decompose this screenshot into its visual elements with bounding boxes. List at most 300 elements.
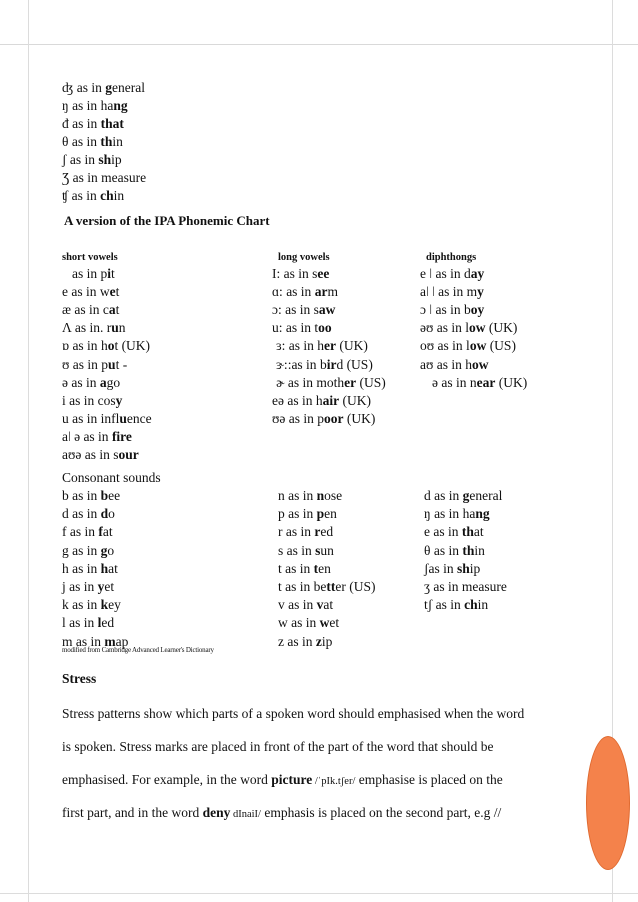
highlighted-letters: ch bbox=[464, 597, 478, 613]
word-prefix: b bbox=[319, 356, 327, 372]
word-rest: d (US) bbox=[336, 356, 373, 372]
sound-entry bbox=[278, 524, 333, 540]
sound-entry bbox=[72, 266, 115, 282]
sound-symbol: æ bbox=[62, 302, 72, 318]
word-rest: ee bbox=[108, 488, 121, 503]
sound-connector: as in bbox=[68, 284, 100, 300]
slide-top-band bbox=[0, 0, 638, 44]
sound-connector: as in bbox=[72, 633, 105, 649]
stress-paragraph-line-2: is spoken. Stress marks are placed in front of the part of the word that should be bbox=[62, 739, 494, 754]
word-rest: t bbox=[115, 284, 120, 300]
word-rest: at bbox=[473, 524, 484, 540]
highlighted-letters: ir bbox=[326, 356, 337, 372]
sound-symbol: ɑ: bbox=[272, 284, 283, 300]
sound-symbol: ʃ bbox=[62, 152, 67, 167]
sound-connector: as in bbox=[284, 506, 317, 522]
word-prefix: moth bbox=[316, 374, 345, 390]
word-rest: eneral bbox=[112, 80, 146, 95]
sound-connector: as in bbox=[280, 266, 313, 281]
highlighted-letters: ng bbox=[113, 98, 128, 113]
highlighted-letters: er bbox=[344, 374, 357, 390]
word-rest: (UK) bbox=[495, 374, 528, 390]
word-rest: in bbox=[474, 542, 485, 558]
word-prefix: r bbox=[106, 320, 112, 336]
sound-connector: as in bbox=[282, 320, 315, 336]
sound-entry bbox=[278, 561, 331, 577]
sound-entry bbox=[276, 357, 373, 373]
sound-connector: as in bbox=[434, 284, 467, 300]
sound-connector: as in bbox=[68, 134, 101, 149]
highlighted-letters: h bbox=[100, 560, 109, 576]
word-rest: et bbox=[104, 579, 115, 594]
sound-symbol: ɔ ǀ bbox=[420, 302, 433, 318]
sound-symbol: aʊə bbox=[62, 447, 82, 462]
sound-entry bbox=[62, 447, 139, 463]
word-prefix: c bbox=[102, 302, 109, 318]
sound-connector: as in bbox=[284, 488, 317, 503]
sound-entry bbox=[62, 170, 146, 186]
sound-connector: as in bbox=[69, 170, 102, 185]
sound-connector: as in bbox=[68, 506, 101, 522]
word-rest: et bbox=[329, 615, 340, 631]
sound-connector: as in bbox=[65, 579, 98, 594]
highlighted-letters: r bbox=[314, 524, 321, 540]
word-rest: t - bbox=[115, 356, 128, 372]
word-rest: ed bbox=[320, 524, 334, 540]
highlighted-letters: z bbox=[315, 633, 322, 649]
highlighted-letters: air bbox=[322, 392, 340, 408]
sound-symbol: e bbox=[62, 284, 68, 300]
word-rest: at bbox=[108, 560, 118, 576]
sound-entry bbox=[62, 429, 132, 445]
stress-line-3-text: emphasised. For example, in the word bbox=[62, 772, 272, 787]
sound-symbol: ɒ bbox=[62, 338, 70, 354]
word-rest: at bbox=[323, 597, 334, 613]
highlighted-letters: fire bbox=[111, 428, 132, 444]
sound-connector: as in bbox=[65, 392, 98, 408]
sound-symbol: ɔ: bbox=[272, 302, 282, 318]
word-rest: t (UK) bbox=[114, 338, 151, 354]
sound-symbol: s bbox=[278, 542, 284, 558]
highlighted-letters: k bbox=[100, 597, 109, 613]
sound-connector: as in. bbox=[71, 320, 107, 336]
sound-entry bbox=[62, 524, 113, 540]
sound-connector: as in bbox=[434, 338, 467, 354]
sound-entry bbox=[278, 634, 332, 650]
sound-symbol: ɚ bbox=[276, 374, 285, 390]
example-word-deny: deny bbox=[202, 805, 231, 820]
sound-connector: as in bbox=[68, 488, 101, 503]
sound-symbol: Λ bbox=[62, 320, 72, 336]
word-rest: ose bbox=[324, 488, 343, 503]
stress-paragraph-line-3 bbox=[62, 772, 503, 790]
sound-symbol: u: bbox=[272, 320, 283, 336]
highlighted-letters: m bbox=[104, 633, 116, 649]
sound-entry bbox=[272, 320, 332, 336]
stress-paragraph-line-4 bbox=[62, 805, 501, 823]
sound-entry bbox=[62, 615, 114, 631]
sound-symbol: ŋ bbox=[424, 506, 431, 522]
word-prefix: h bbox=[317, 338, 325, 354]
sound-entry bbox=[278, 597, 333, 613]
highlighted-letters: th bbox=[100, 134, 113, 149]
highlighted-letters: oor bbox=[324, 410, 344, 426]
sound-entry bbox=[424, 506, 490, 522]
sound-symbol: ʧ bbox=[62, 188, 69, 203]
sound-connector: as in bbox=[284, 633, 316, 649]
highlighted-letters: aw bbox=[318, 302, 336, 318]
sound-symbol: e ǀ bbox=[420, 266, 433, 281]
word-prefix: ha bbox=[462, 506, 476, 522]
sound-connector: as in bbox=[284, 597, 317, 613]
word-prefix: cos bbox=[97, 392, 116, 408]
word-prefix: p bbox=[101, 356, 109, 372]
orange-oval-decoration bbox=[586, 736, 630, 870]
sound-entry bbox=[62, 357, 127, 373]
highlighted-letters: our bbox=[118, 447, 139, 462]
sound-connector: as in bbox=[65, 615, 98, 631]
sound-connector: as in bbox=[68, 597, 101, 613]
sound-connector: as in bbox=[430, 579, 462, 594]
word-rest: ed bbox=[101, 615, 115, 631]
sound-connector: as in bbox=[68, 188, 101, 203]
sound-symbol: eə bbox=[272, 392, 284, 408]
word-prefix: s bbox=[113, 447, 119, 462]
sound-connector: as in bbox=[68, 560, 101, 576]
word-rest: (UK) bbox=[339, 392, 371, 408]
picture-transcription: /ˈpIk.tʃer/ bbox=[312, 776, 356, 787]
highlighted-letters: l bbox=[97, 615, 102, 631]
word-prefix: be bbox=[313, 579, 327, 594]
sound-entry bbox=[424, 488, 502, 504]
word-prefix: infl bbox=[100, 410, 120, 426]
long-vowels-heading: long vowels bbox=[278, 252, 330, 263]
sound-connector: as in bbox=[281, 560, 314, 576]
sound-symbol: u bbox=[62, 410, 69, 426]
highlighted-letters: e bbox=[109, 284, 116, 300]
word-prefix: p bbox=[100, 266, 108, 281]
word-prefix: h bbox=[315, 392, 323, 408]
word-rest: o bbox=[108, 506, 115, 522]
sound-connector: as in bbox=[80, 428, 112, 444]
sound-symbol: z bbox=[278, 633, 284, 649]
sound-connector: as in bbox=[433, 320, 466, 336]
sound-connector: as in bbox=[438, 374, 470, 390]
sound-connector: as in bbox=[428, 560, 457, 576]
word-rest: in bbox=[112, 134, 123, 149]
top-divider bbox=[0, 44, 638, 45]
sound-symbol: ɝ: bbox=[276, 356, 288, 372]
sound-entry bbox=[62, 561, 118, 577]
word-rest: m bbox=[327, 284, 338, 300]
sound-symbol: v bbox=[278, 597, 285, 613]
sound-entry bbox=[62, 338, 150, 354]
sound-symbol: b bbox=[62, 488, 69, 503]
sound-entry bbox=[424, 579, 507, 595]
highlighted-letters: y bbox=[97, 579, 105, 594]
sound-entry bbox=[62, 393, 122, 409]
word-rest: en bbox=[318, 560, 331, 576]
word-prefix: mea bbox=[101, 170, 124, 185]
sound-symbol: əʊ bbox=[420, 320, 434, 336]
word-prefix: t bbox=[314, 320, 319, 336]
highlighted-letters: ng bbox=[475, 506, 490, 522]
highlighted-letters: d bbox=[100, 506, 109, 522]
consonants-heading: Consonant sounds bbox=[62, 470, 161, 485]
sound-connector: as in bbox=[282, 524, 315, 540]
sound-entry bbox=[272, 302, 335, 318]
highlighted-letters: ow bbox=[472, 356, 489, 372]
sound-symbol: f bbox=[62, 524, 67, 540]
sound-entry bbox=[62, 80, 145, 96]
highlighted-letters: that bbox=[100, 116, 124, 131]
stress-line-4-text: first part, and in the word bbox=[62, 805, 203, 820]
sound-symbol: k bbox=[62, 597, 69, 613]
sound-symbol: Ʒ bbox=[62, 170, 70, 185]
highlighted-letters: sh bbox=[98, 152, 112, 167]
sound-symbol: d bbox=[424, 488, 431, 503]
highlighted-letters: g bbox=[100, 542, 108, 558]
sound-connector: as in bbox=[69, 338, 101, 354]
word-rest: er (US) bbox=[335, 579, 376, 594]
sound-symbol: m bbox=[62, 633, 73, 649]
highlighted-letters: o bbox=[107, 338, 115, 354]
sound-connector: :as in bbox=[287, 356, 320, 372]
word-rest: go bbox=[106, 374, 121, 390]
sound-entry bbox=[276, 338, 368, 354]
sound-connector: as in bbox=[432, 597, 465, 613]
sound-entry bbox=[62, 506, 115, 522]
sound-entry bbox=[62, 302, 119, 318]
sound-entry bbox=[276, 375, 386, 391]
stress-line-3-end: emphasise is placed on the bbox=[355, 772, 503, 787]
sound-entry bbox=[62, 116, 124, 132]
sound-symbol: ʃ bbox=[424, 560, 429, 576]
sound-entry bbox=[62, 488, 120, 504]
sound-entry bbox=[62, 543, 114, 559]
highlighted-letters: ch bbox=[100, 188, 114, 203]
sound-connector: as in bbox=[283, 392, 316, 408]
word-rest: n bbox=[118, 320, 126, 336]
sound-symbol: n bbox=[278, 488, 285, 503]
word-rest: ey bbox=[108, 597, 121, 613]
highlighted-letters: t bbox=[313, 560, 319, 576]
stress-heading: Stress bbox=[62, 671, 97, 686]
sound-entry bbox=[62, 579, 114, 595]
highlighted-letters: th bbox=[461, 524, 474, 540]
sound-connector: as in bbox=[81, 447, 114, 462]
highlighted-letters: g bbox=[462, 488, 470, 503]
diphthongs-heading: diphthongs bbox=[426, 252, 477, 263]
sound-connector: as in bbox=[281, 302, 314, 318]
sound-connector: as in bbox=[281, 579, 314, 594]
word-rest: o bbox=[107, 542, 115, 558]
word-rest: sure bbox=[484, 579, 507, 594]
sound-entry bbox=[62, 375, 120, 391]
highlighted-letters: s bbox=[315, 542, 321, 558]
sound-entry bbox=[278, 579, 376, 595]
sound-entry bbox=[420, 266, 484, 282]
highlighted-letters: er bbox=[324, 338, 337, 354]
word-rest: sure bbox=[123, 170, 147, 185]
sound-connector: as in bbox=[285, 338, 318, 354]
sound-entry bbox=[62, 152, 122, 168]
sound-symbol: t bbox=[278, 560, 282, 576]
sound-entry bbox=[420, 320, 517, 336]
sound-connector: as in bbox=[432, 266, 464, 281]
bottom-frame-border bbox=[0, 893, 638, 894]
highlighted-letters: u bbox=[108, 356, 116, 372]
word-rest: eneral bbox=[469, 488, 503, 503]
highlighted-letters: ar bbox=[314, 284, 328, 300]
highlighted-letters: p bbox=[316, 506, 325, 522]
sound-symbol: θ bbox=[62, 134, 69, 149]
highlighted-letters: oy bbox=[470, 302, 485, 318]
sound-entry bbox=[420, 284, 484, 300]
highlighted-letters: i bbox=[107, 266, 112, 281]
sound-entry bbox=[62, 411, 152, 427]
sound-symbol: ŋ bbox=[62, 98, 69, 113]
sound-entry bbox=[278, 488, 342, 504]
sound-connector: as in bbox=[285, 410, 318, 426]
source-note: modified from Cambridge Advanced Learner's Dictionary bbox=[62, 646, 214, 654]
left-frame-border bbox=[0, 0, 29, 902]
sound-symbol: g bbox=[62, 542, 69, 558]
sound-entry bbox=[424, 597, 488, 613]
sound-symbol: t bbox=[278, 579, 282, 594]
sound-entry bbox=[272, 284, 338, 300]
highlighted-letters: f bbox=[98, 524, 103, 540]
sound-connector: as in bbox=[68, 542, 101, 558]
sound-symbol: ʒ bbox=[424, 579, 430, 594]
sound-symbol: aʊ bbox=[420, 356, 434, 372]
word-rest: ence bbox=[126, 410, 152, 426]
sound-connector: as in bbox=[283, 542, 316, 558]
sound-symbol: aǀ ə bbox=[62, 428, 81, 444]
sound-symbol: ʊ bbox=[62, 356, 70, 372]
sound-entry bbox=[278, 543, 334, 559]
sound-connector: as in bbox=[284, 374, 317, 390]
word-prefix: s bbox=[312, 266, 318, 281]
sound-connector: as in bbox=[433, 356, 466, 372]
highlighted-letters: n bbox=[316, 488, 325, 503]
sound-symbol: r bbox=[278, 524, 283, 540]
word-rest: at bbox=[102, 524, 113, 540]
sound-connector: as in bbox=[282, 284, 315, 300]
highlighted-letters: ee bbox=[317, 266, 330, 281]
word-prefix: m bbox=[466, 284, 478, 300]
word-prefix: b bbox=[463, 302, 471, 318]
highlighted-letters: b bbox=[100, 488, 109, 503]
sound-entry bbox=[420, 357, 489, 373]
sound-connector: as in bbox=[72, 266, 101, 281]
sound-connector: as in bbox=[287, 615, 320, 631]
sound-symbol: d bbox=[62, 506, 69, 522]
sound-connector: as in bbox=[69, 356, 102, 372]
sound-entry bbox=[424, 561, 480, 577]
word-rest: ip bbox=[111, 152, 122, 167]
sound-entry bbox=[62, 320, 125, 336]
word-prefix: l bbox=[466, 338, 470, 354]
deny-transcription: dInaiI/ bbox=[230, 809, 261, 820]
sound-symbol: p bbox=[278, 506, 285, 522]
highlighted-letters: ow bbox=[469, 338, 487, 354]
sound-connector: as in bbox=[68, 98, 101, 113]
highlighted-letters: u bbox=[111, 320, 119, 336]
word-rest: (UK) bbox=[343, 410, 376, 426]
word-prefix: h bbox=[465, 356, 473, 372]
sound-connector: as in bbox=[430, 506, 463, 522]
sound-connector: as in bbox=[68, 410, 101, 426]
sound-entry bbox=[424, 543, 485, 559]
word-rest: ip bbox=[321, 633, 333, 649]
sound-entry bbox=[62, 134, 123, 150]
word-rest: (UK) bbox=[485, 320, 518, 336]
highlighted-letters: ay bbox=[470, 266, 485, 281]
highlighted-letters: ow bbox=[469, 320, 486, 336]
sound-connector: as in bbox=[66, 524, 99, 540]
word-prefix: ha bbox=[100, 98, 114, 113]
sound-connector: as in bbox=[430, 524, 462, 540]
sound-symbol: I: bbox=[272, 266, 281, 281]
sound-connector: as in bbox=[432, 302, 464, 318]
highlighted-letters: ear bbox=[476, 374, 496, 390]
sound-symbol: oʊ bbox=[420, 338, 435, 354]
word-rest: in bbox=[113, 188, 125, 203]
sound-connector: as in bbox=[68, 374, 100, 390]
word-prefix: mea bbox=[461, 579, 485, 594]
sound-connector: as in bbox=[66, 152, 99, 167]
example-word-picture: picture bbox=[271, 772, 313, 787]
word-rest: ip bbox=[469, 560, 481, 576]
sound-entry bbox=[424, 524, 484, 540]
sound-connector: as in bbox=[71, 302, 103, 318]
highlighted-letters: oo bbox=[318, 320, 332, 336]
sound-symbol: i bbox=[62, 392, 66, 408]
sound-entry bbox=[432, 375, 527, 391]
sound-connector: as in bbox=[430, 542, 463, 558]
sound-symbol: tʃ bbox=[424, 597, 433, 613]
highlighted-letters: v bbox=[316, 597, 324, 613]
word-rest: ap bbox=[115, 633, 129, 649]
word-prefix: d bbox=[463, 266, 471, 281]
sound-symbol: j bbox=[62, 579, 66, 594]
word-rest: en bbox=[324, 506, 337, 522]
word-prefix: l bbox=[465, 320, 470, 336]
highlighted-letters: tt bbox=[326, 579, 336, 594]
sound-entry bbox=[272, 266, 329, 282]
sound-entry bbox=[62, 98, 128, 114]
sound-entry bbox=[62, 284, 119, 300]
word-rest: t bbox=[111, 266, 115, 281]
sound-entry bbox=[420, 338, 516, 354]
word-rest: (US) bbox=[486, 338, 516, 354]
word-prefix: s bbox=[313, 302, 319, 318]
highlighted-letters: w bbox=[319, 615, 330, 631]
highlighted-letters: u bbox=[119, 410, 127, 426]
sound-entry bbox=[420, 302, 484, 318]
stress-line-4-end: emphasis is placed on the second part, e.g // bbox=[260, 805, 502, 820]
sound-entry bbox=[278, 506, 337, 522]
sound-symbol: ʤ bbox=[62, 80, 74, 95]
highlighted-letters: a bbox=[108, 302, 116, 318]
sound-symbol: e bbox=[424, 524, 430, 540]
sound-symbol: aǀ ǀ bbox=[420, 284, 435, 300]
short-vowels-heading: short vowels bbox=[62, 252, 118, 263]
word-prefix: p bbox=[317, 410, 325, 426]
sound-symbol: w bbox=[278, 615, 288, 631]
sound-symbol: h bbox=[62, 560, 69, 576]
